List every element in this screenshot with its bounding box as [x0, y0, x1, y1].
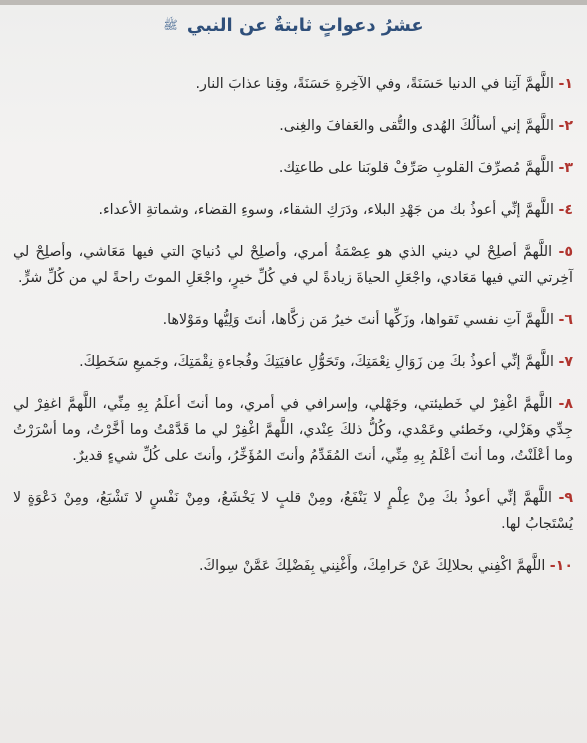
honorific-mark: ﷺ	[163, 18, 178, 32]
item-number: ٧-	[558, 354, 573, 370]
item-number: ٢-	[558, 118, 573, 134]
item-text: اللَّهمَّ أصلِحْ لي ديني الذي هو عِصْمَةُ أمري، وأصلِحْ لي دُنيايَ التي فيها مَعَاشي، وأصلِحْ لي آخِرتي التي فيها مَعَادي، واجْعَلِ الحياةَ زيادةً لي في كُلِّ خيرٍ، واجْعَلِ الموتَ راحةً لي من كُلِّ شرٍّ.	[13, 244, 573, 286]
item-number: ١٠-	[549, 558, 573, 574]
page-title: عشرُ دعواتٍ ثابتةٌ عن النبي	[186, 15, 424, 36]
item-number: ٨-	[558, 396, 573, 412]
header	[0, 15, 587, 36]
duaa-list	[13, 71, 573, 595]
item-number: ٣-	[558, 160, 573, 176]
item-text: اللَّهمَّ مُصرِّفَ القلوبِ صَرِّفْ قلوبَنا على طاعتِك.	[278, 160, 554, 176]
list-item	[13, 553, 573, 579]
item-text: اللَّهمَّ إني أسألُكَ الهُدى والتُّقى والعَفافَ والغِنى.	[279, 118, 554, 134]
list-item	[13, 155, 573, 181]
list-item	[13, 485, 573, 537]
item-number: ٩-	[558, 490, 573, 506]
item-text: اللَّهمَّ اكْفِني بحلالِكَ عَنْ حَرامِكَ، وأَغْنِني بِفَضْلِكَ عَمَّنْ سِواكَ.	[198, 558, 546, 574]
item-number: ٦-	[558, 312, 573, 328]
item-text: اللَّهمَّ إنِّي أعوذُ بك من جَهْدِ البلاء، ودَرَكِ الشقاء، وسوءِ القضاء، وشماتةِ الأعداء.	[98, 202, 554, 218]
list-item	[13, 113, 573, 139]
item-text: اللَّهمَّ إنِّي أعوذُ بكَ مِن زَوَالِ نِعْمَتِكَ، وتَحَوُّلِ عافيَتِكَ وفُجاءةِ نِقْمَتِكَ، وجَميعِ سَخَطِكَ.	[79, 354, 554, 370]
item-number: ٤-	[558, 202, 573, 218]
item-text: اللَّهمَّ إنِّي أعوذُ بكَ مِنْ عِلْمٍ لا يَنْفَعُ، ومِنْ قلبٍ لا يَخْشَعُ، ومِنْ نَفْسٍ لا تَشْبَعُ، ومِنْ دَعْوَةٍ لا يُسْتَجابُ لها.	[13, 490, 573, 532]
list-item	[13, 307, 573, 333]
list-item	[13, 239, 573, 291]
list-item	[13, 71, 573, 97]
list-item	[13, 391, 573, 469]
item-text: اللَّهمَّ آتِنا في الدنيا حَسَنَةً، وفي الآخِرةِ حَسَنَةً، وقِنا عذابَ النار.	[195, 76, 554, 92]
item-text: اللَّهمَّ آتِ نفسي تَقواها، وزَكِّها أنتَ خيرُ مَن زكَّاها، أنتَ وَلِيُّها ومَوْلاها.	[162, 312, 554, 328]
list-item	[13, 197, 573, 223]
list-item	[13, 349, 573, 375]
document-page	[0, 5, 587, 743]
item-text: اللَّهمَّ اغْفِرْ لي خَطيئتي، وجَهْلي، وإسرافي في أمري، وما أنتَ أعلَمُ بِهِ مِنِّي، اللَّهمَّ اغفِرْ لي جِدِّي وهَزْلي، وخَطئي وعَمْدي، وكُلُّ ذلكَ عِنْدي، اللَّهمَّ اغْفِرْ لي ما قَدَّمْتُ وما أخَّرْتُ، وما أسْرَرْتُ وما أعْلَنْتُ، وما أنتَ أعْلَمُ بِهِ مِنِّي، أنتَ المُقَدِّمُ وأنتَ المُؤَخِّرُ، وأنتَ على كُلِّ شيءٍ قديرٌ.	[13, 396, 573, 464]
item-number: ١-	[558, 76, 573, 92]
item-number: ٥-	[558, 244, 573, 260]
